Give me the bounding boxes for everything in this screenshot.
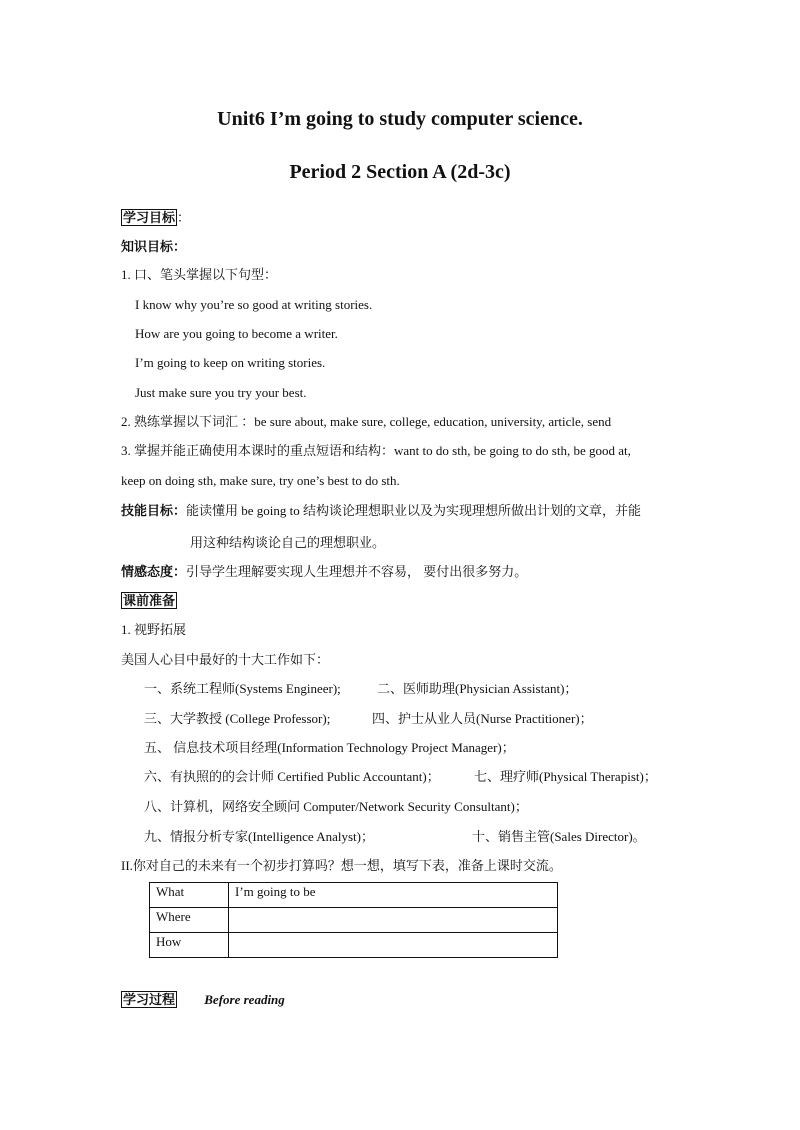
job-4: 四、护士从业人员(Nurse Practitioner)； <box>372 711 593 726</box>
table-row <box>150 933 558 958</box>
job-5: 五、 信息技术项目经理(Information Technology Project Manager)； <box>144 740 515 755</box>
future-plan-table <box>149 882 558 958</box>
knowledge-goals-label: 知识目标： <box>121 239 187 254</box>
prep-item-2: II.你对自己的未来有一个初步打算吗？想一想，填写下表，准备上课时交流。 <box>121 858 562 873</box>
skill-goal-line-2: 用这种结构谈论自己的理想职业。 <box>190 535 386 550</box>
sentence-3: I’m going to keep on writing stories. <box>135 355 326 370</box>
job-9: 九、情报分析专家(Intelligence Analyst)； <box>144 829 374 844</box>
emotion-goal-line <box>121 564 527 580</box>
table-cell[interactable]: I’m going to be <box>229 883 558 908</box>
table-row <box>150 883 558 908</box>
job-2: 二、医师助理(Physician Assistant)； <box>377 681 578 696</box>
prep-item-1: 1. 视野拓展 <box>121 622 187 637</box>
process-heading: 学习过程 <box>123 992 176 1007</box>
skill-goal-line-1 <box>121 503 641 519</box>
goal-item-3-line-2: keep on doing sth, make sure, try one’s best to do sth. <box>121 473 400 488</box>
page-title: Unit6 I’m going to study computer science. <box>217 108 583 130</box>
emotion-goal-label: 情感态度： <box>121 564 187 579</box>
goals-heading: 学习目标 <box>123 210 176 225</box>
table-cell: How <box>150 933 229 958</box>
table-row <box>150 908 558 933</box>
table-cell[interactable] <box>229 933 558 958</box>
goal-item-1: 1. 口、笔头掌握以下句型： <box>121 267 278 282</box>
table-cell[interactable] <box>229 908 558 933</box>
goals-heading-line <box>121 210 190 226</box>
job-6: 六、有执照的的会计师 Certified Public Accountant)； <box>144 769 440 784</box>
job-10: 十、销售主管(Sales Director)。 <box>472 829 646 844</box>
sentence-1: I know why you’re so good at writing stories. <box>135 297 373 312</box>
page-subtitle: Period 2 Section A (2d-3c) <box>289 161 511 183</box>
before-reading-label: Before reading <box>204 992 285 1007</box>
goals-heading-suffix: ： <box>177 210 191 225</box>
prep-heading: 课前准备 <box>123 593 176 608</box>
jobs-intro: 美国人心目中最好的十大工作如下： <box>121 652 330 667</box>
goal-item-3-line-1: 3. 掌握并能正确使用本课时的重点短语和结构：want to do sth, be going to do sth, be good at, <box>121 443 631 458</box>
goal-item-2: 2. 熟练掌握以下词汇 ：be sure about, make sure, college, education, university, article, send <box>121 414 612 429</box>
skill-goal-text: 能读懂用 be going to 结构谈论理想职业以及为实现理想所做出计划的文章，并能 <box>186 503 642 518</box>
skill-goal-label: 技能目标： <box>121 503 187 518</box>
prep-heading-line <box>121 593 177 609</box>
job-3: 三、大学教授 (College Professor); <box>144 711 331 726</box>
table-cell: What <box>150 883 229 908</box>
job-7: 七、理疗师(Physical Therapist)； <box>474 769 657 784</box>
sentence-2: How are you going to become a writer. <box>135 326 338 341</box>
job-1: 一、系统工程师(Systems Engineer); <box>144 681 341 696</box>
sentence-4: Just make sure you try your best. <box>135 385 307 400</box>
emotion-goal-text: 引导学生理解要实现人生理想并不容易， 要付出很多努力。 <box>186 564 528 579</box>
job-8: 八、计算机，网络安全顾问 Computer/Network Security Consultant)； <box>144 799 528 814</box>
table-cell: Where <box>150 908 229 933</box>
process-heading-line <box>121 992 285 1008</box>
